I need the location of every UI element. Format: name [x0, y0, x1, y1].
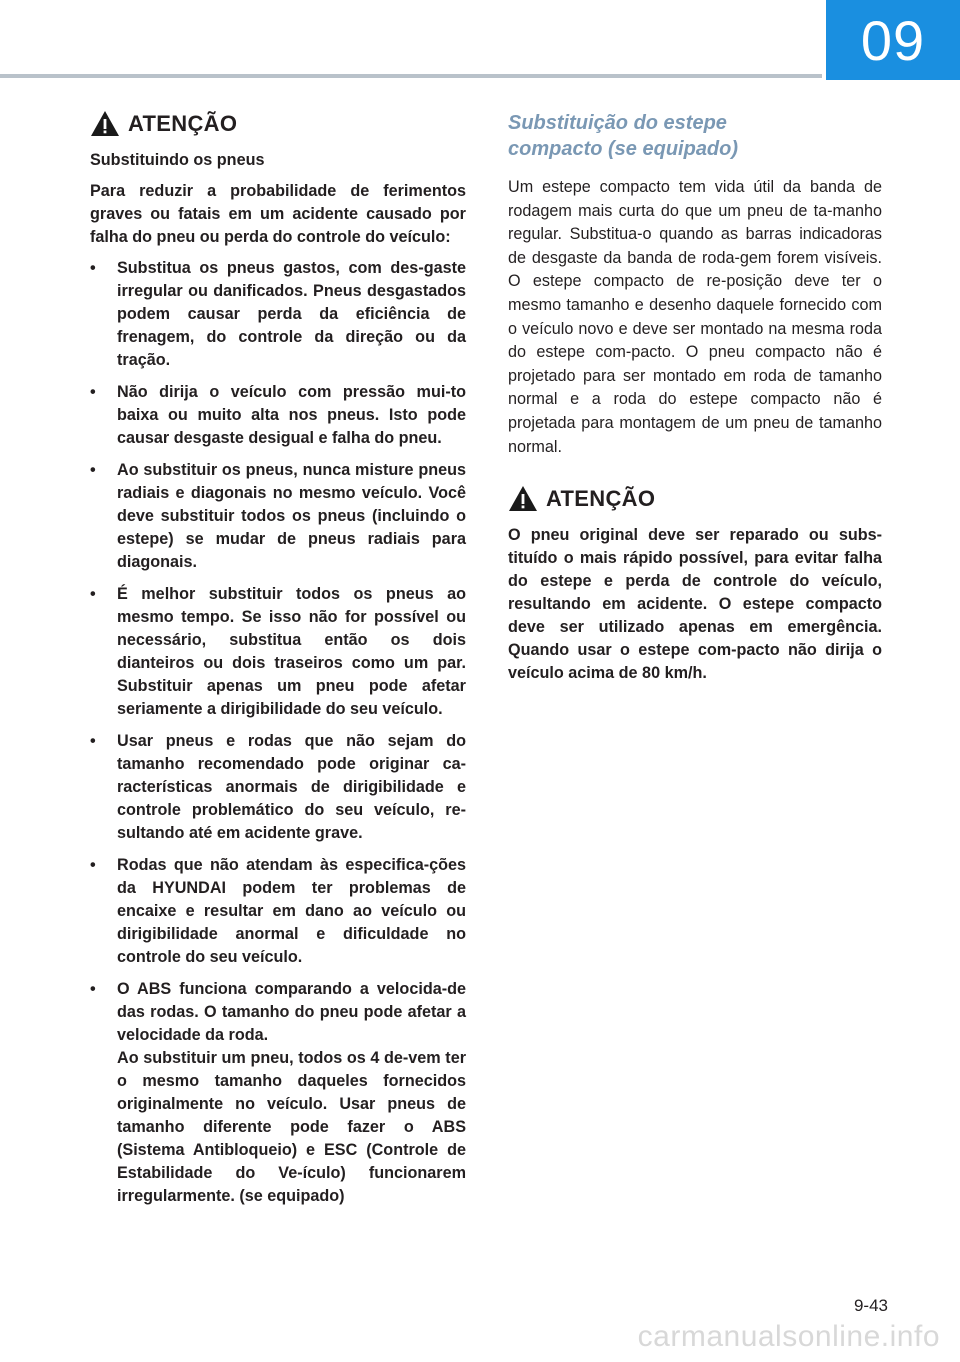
bullet-dot: • — [90, 856, 96, 874]
left-column — [90, 110, 466, 1217]
bullet-item — [90, 459, 466, 574]
bullet-dot: • — [90, 461, 96, 479]
warning-triangle-icon — [90, 110, 120, 137]
bullet-item — [90, 583, 466, 721]
header-rule — [0, 74, 822, 78]
bullet-dot: • — [90, 383, 96, 401]
bullet-item — [90, 730, 466, 845]
bullet-text: Ao substituir os pneus, nunca misture pneus radiais e diagonais no mesmo veículo. Você deve substituir todos os pneus (incluindo o estepe) se mudar de pneus radiais para diagonais. — [117, 461, 466, 571]
bullet-continuation: Ao substituir um pneu, todos os 4 de-vem ter o mesmo tamanho daqueles fornecidos originalmente no veículo. Usar pneus de tamanho diferente pode fazer o ABS (Sistema Antibloqueio) e ESC (Controle de Estabilidade do Ve-ículo) funcionarem irregularmente. (se equipado) — [117, 1049, 466, 1205]
watermark: carmanualsonline.info — [637, 1320, 940, 1353]
warning-body: O pneu original deve ser reparado ou subs-tituído o mais rápido possível, para evitar falha do estepe e perda de controle do veículo, resultando em acidente. O estepe compacto deve ser utilizado apenas em emergência. Quando usar o estepe com-pacto não dirija o veículo acima de 80 km/h. — [508, 526, 882, 683]
bullet-item — [90, 381, 466, 450]
bullet-dot: • — [90, 980, 96, 998]
bullet-text: É melhor substituir todos os pneus ao mesmo tempo. Se isso não for possível ou necessário, substitua então os dois dianteiros ou dois traseiros como um par. Substituir apenas um pneu pode afetar seriamente a dirigibilidade do seu veículo. — [117, 585, 466, 718]
bullet-dot: • — [90, 259, 96, 277]
right-column — [508, 110, 882, 693]
chapter-number: 09 — [860, 8, 926, 72]
bullet-text: Usar pneus e rodas que não sejam do tamanho recomendado pode originar ca-racterísticas anormais de dirigibilidade e controle problemático do seu veículo, re-sultando até em acidente grave. — [117, 732, 466, 842]
bullet-text: Substitua os pneus gastos, com des-gaste irregular ou danificados. Pneus desgastados podem causar perda da eficiência de frenagem, do controle da direção ou da tração. — [117, 259, 466, 369]
warning-header — [90, 110, 466, 137]
warning-intro: Para reduzir a probabilidade de ferimentos graves ou fatais em um acidente causado por falha do pneu ou perda do controle do veículo: — [90, 182, 466, 246]
bullet-dot: • — [90, 585, 96, 603]
warning-title: ATENÇÃO — [546, 485, 656, 511]
section-body: Um estepe compacto tem vida útil da banda de rodagem mais curta do que um pneu de ta-manho regular. Substitua-o quando as barras indicadoras de desgaste da banda de roda-gem forem visíveis. O estepe compacto de re-posição deve ter o mesmo tamanho e desenho daquele fornecido com o veículo novo e deve ser montado na mesma roda do estepe com-pacto. O pneu compacto não é projetado para ser montado em roda de tamanho normal e a roda do estepe compacto não é projetada para montagem de um pneu de tamanho normal. — [508, 178, 882, 456]
chapter-tab — [826, 0, 960, 80]
section-title-line-2: compacto (se equipado) — [508, 138, 739, 160]
warning-triangle-icon — [508, 485, 538, 512]
warning-title: ATENÇÃO — [128, 110, 238, 136]
bullet-item — [90, 978, 466, 1208]
warning-header — [508, 485, 882, 512]
bullet-dot: • — [90, 732, 96, 750]
warning-subtitle: Substituindo os pneus — [90, 151, 265, 169]
warning-bullet-list — [90, 257, 466, 1208]
section-title — [508, 110, 882, 162]
bullet-item — [90, 854, 466, 969]
page-number: 9-43 — [853, 1296, 888, 1315]
bullet-text: Rodas que não atendam às especifica-ções da HYUNDAI podem ter problemas de encaixe e resultar em dano ao veículo ou dirigibilidade anormal e dificuldade no controle do seu veículo. — [117, 856, 466, 966]
bullet-item — [90, 257, 466, 372]
bullet-text: O ABS funciona comparando a velocida-de das rodas. O tamanho do pneu pode afetar a velocidade da roda. — [117, 980, 466, 1044]
section-title-line-1: Substituição do estepe — [508, 112, 727, 134]
bullet-text: Não dirija o veículo com pressão mui-to baixa ou muito alta nos pneus. Isto pode causar desgaste desigual e falha do pneu. — [117, 383, 466, 447]
